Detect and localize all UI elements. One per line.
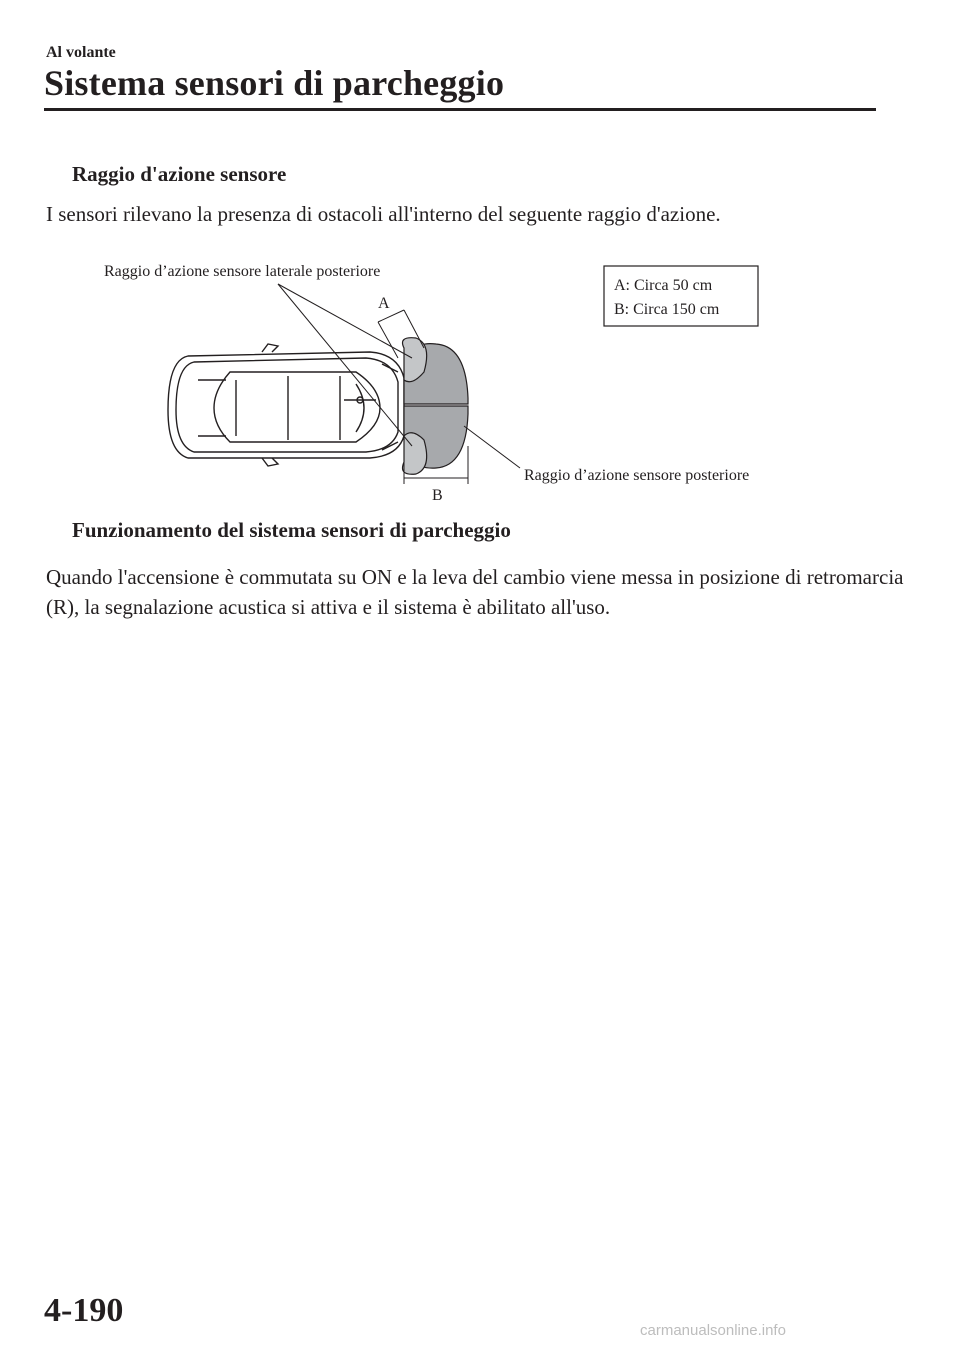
sensor-range-heading: Raggio d'azione sensore xyxy=(72,162,287,186)
system-operation-paragraph: Quando l'accensione è commutata su ON e la leva del cambio viene messa in posizione di retromarcia (R), la segnalazione acustica si attiva e il sistema è abilitato all'uso. xyxy=(46,565,904,619)
legend-b: B: Circa 150 cm xyxy=(614,301,720,318)
rear-sensor-label: Raggio d’azione sensore posteriore xyxy=(524,467,750,484)
system-operation-heading: Funzionamento del sistema sensori di parcheggio xyxy=(72,518,511,542)
rear-sensor-zones xyxy=(403,338,469,475)
watermark: carmanualsonline.info xyxy=(640,1322,786,1339)
sensor-range-paragraph: I sensori rilevano la presenza di ostacoli all'interno del seguente raggio d'azione. xyxy=(46,202,721,226)
sensor-range-diagram xyxy=(0,240,960,510)
side-rear-sensor-label: Raggio d’azione sensore laterale posteriore xyxy=(104,263,381,280)
dimension-b-label: B xyxy=(432,487,443,504)
legend-a: A: Circa 50 cm xyxy=(614,277,713,294)
dimension-a-label: A xyxy=(378,295,390,312)
section-label: Al volante xyxy=(46,44,116,61)
page-title: Sistema sensori di parcheggio xyxy=(44,63,505,103)
title-rule xyxy=(44,108,876,111)
page-number: 4-190 xyxy=(44,1292,124,1329)
car-top-view xyxy=(168,344,404,466)
